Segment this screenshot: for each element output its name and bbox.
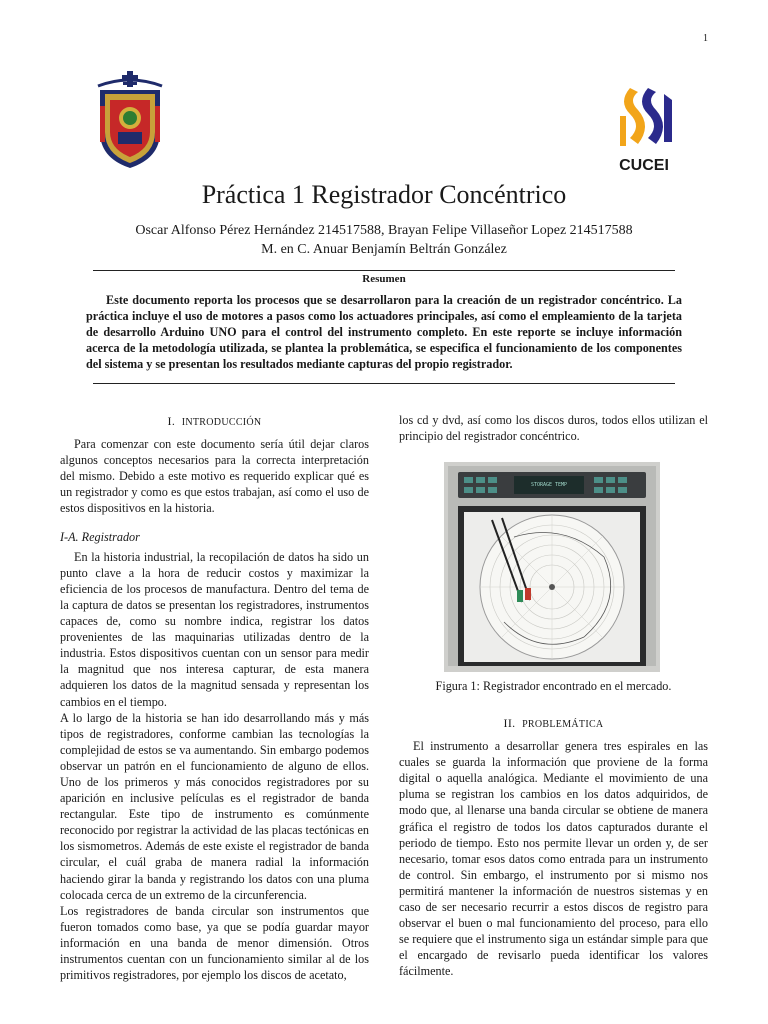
right-paragraph-1: los cd y dvd, así como los discos duros, todos ellos utilizan el principio del registrador concéntrico. — [399, 413, 708, 444]
section-2-paragraph-1: El instrumento a desarrollar genera tres espirales en las cuales se guarda la información que proviene de la forma digital o aquella analógica. Mediante el movimiento de una pluma se registran los cambios en los datos adquiridos, de modo que, al llenarse una banda circular se obtiene de manera gráfica el registro de todos los datos capturados durante el periodo de tiempo. Esto nos permite llevar un orden y, de ser necesario, tomar esos datos como entrada para un instrumento de control. Sin embargo, el instrumento por si mismo nos permitirá mantener la información de nuestros sistemas y en caso de ser necesario recurrir a estos discos de registro para observar el buen o mal funcionamiento del proceso, para ello se requiere que el instrumento siga un estándar simple para que el encargado de revisarlo pueda identificar los valores fácilmente. — [399, 739, 708, 979]
abstract-title: Resumen — [362, 273, 406, 285]
section-2-title: PROBLEMÁTICA — [522, 719, 604, 730]
subsection-1-paragraph-2: A lo largo de la historia se han ido desarrollando más y más tipos de registradores, conforme cambian las tecnologías la complejidad de estos se va aumentando. Sin embargo podemos observar un patrón en el funcionamiento de alguno de ellos. Uno de los primeros y más conocidos registradores por su aparición en inclusive películas es el registrador de banda rectangular. Este tipo de instrumento es comúnmente reconocido por registrar la actividad de las placas tectónicas en los sismometros. Además de este existe el registrador de banda circular, el cuál graba de manera radial la información haciendo girar la banda y registrando los datos con una pluma colocada cerca de un extremo de la circunferencia. — [60, 710, 369, 902]
authors-block — [0, 221, 768, 259]
figure-chart-recorder-photo — [444, 462, 660, 672]
subsection-1-heading: I-A. Registrador — [60, 529, 140, 544]
left-column — [60, 413, 369, 983]
abstract-top-rule — [93, 270, 675, 271]
section-1-heading — [60, 413, 369, 431]
cucei-logo-text: CUCEI — [619, 157, 669, 174]
figure-display-text: STORAGE TEMP — [530, 482, 568, 488]
abstract-bottom-rule — [93, 383, 675, 384]
page-number: 1 — [703, 33, 708, 44]
authors-line-1: Oscar Alfonso Pérez Hernández 214517588, Brayan Felipe Villaseñor Lopez 214517588 — [135, 223, 633, 238]
section-2-heading — [399, 715, 708, 733]
figure-caption: Figura 1: Registrador encontrado en el mercado. — [435, 679, 672, 693]
subsection-1-paragraph-1: En la historia industrial, la recopilación de datos ha sido un punto clave a la hora de reducir costos y maximizar la eficiencia de los procesos de manufactura. Dentro del tema de la captura de datos se presentan los registradores, instrumentos capaces de, como su nombre indica, registrar los datos provenientes de las maquinarias utilizadas dentro de la industria. Estos dispositivos cuentan con un sensor para medir la magnitud que nos interesa capturar, de esta manera adquieren los datos de la magnitud sensada y representan los cambios en el tiempo. — [60, 549, 369, 709]
right-column-top — [399, 412, 708, 444]
authors-line-2: M. en C. Anuar Benjamín Beltrán González — [261, 242, 507, 257]
section-2-number: II. — [503, 716, 516, 730]
section-1-paragraph-1: Para comenzar con este documento sería útil dejar claros algunos conceptos necesarios para la correcta interpretación del mismo. Debido a este motivo es requerido explicar qué es un registrador y como es que estos trabajan, así como el uso de estos dispositivos en la historia. — [60, 437, 369, 516]
right-column-section-2 — [399, 715, 708, 980]
section-1-title: INTRODUCCIÓN — [181, 417, 262, 428]
university-seal-logo — [94, 70, 166, 170]
section-1-number: I. — [167, 414, 176, 428]
abstract-body: Este documento reporta los procesos que se desarrollaron para la creación de un registrador concéntrico. La práctica incluye el uso de motores a pasos como los actuadores principales, así como el empleamiento de la tarjeta de desarrollo Arduino UNO para el control del instrumento completo. En este reporte se incluye información acerca de la metodología utilizada, se plantea la problemática, se especifica el funcionamiento de los componentes del sistema y se presentan los resultados mediante capturas del propio registrador. — [86, 293, 682, 371]
subsection-1-paragraph-3: Los registradores de banda circular son instrumentos que fueron tomados como base, ya que se podía guardar mayor información en una banda de menor dimensión. Otros instrumentos cuentan con un funcionamiento similar al de los primitivos registradores, por ejemplo los discos de acetato, — [60, 903, 369, 983]
paper-title: Práctica 1 Registrador Concéntrico — [201, 180, 567, 209]
cucei-logo — [612, 80, 676, 176]
